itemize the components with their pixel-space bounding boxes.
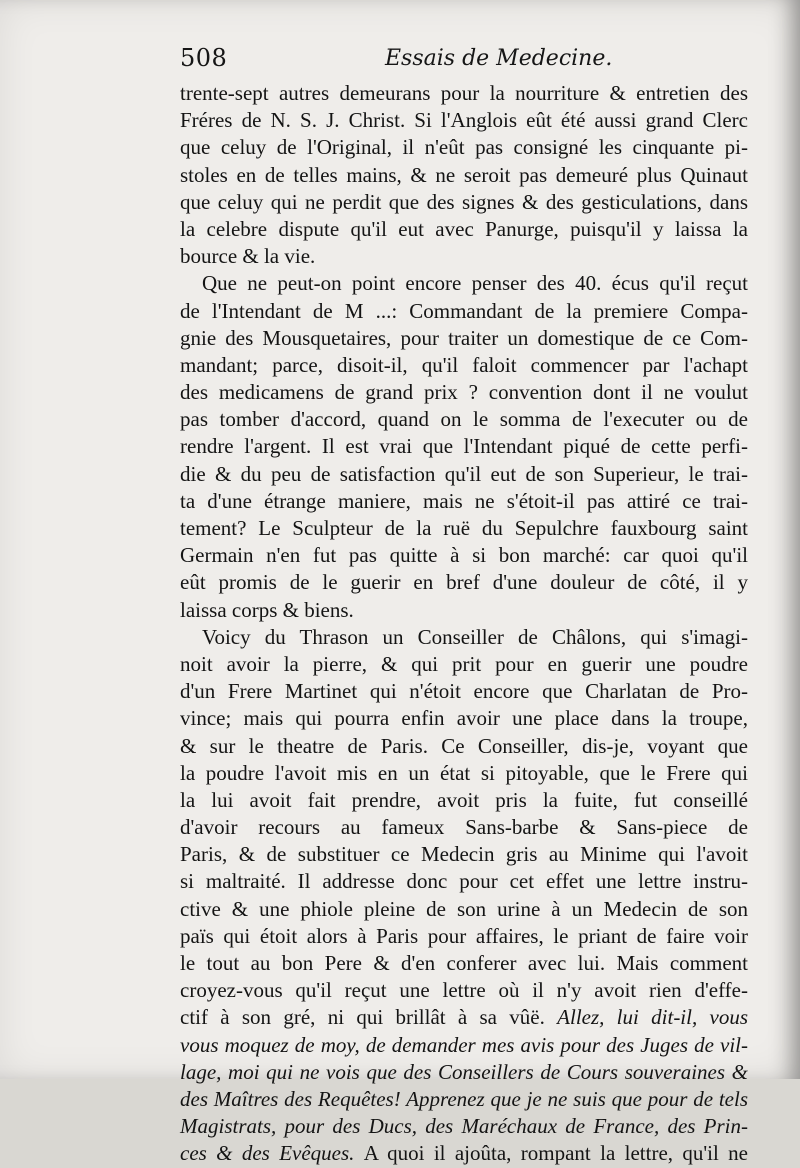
- text-line: Paris, & de substituer ce Medecin gris au Minime qui l'avoit: [180, 842, 748, 867]
- text-line: vince; mais qui pourra enfin avoir une place dans la troupe,: [180, 706, 748, 731]
- text-line: noit avoir la pierre, & qui prit pour en guerir une poudre: [180, 651, 748, 676]
- text-line: tement? Le Sculpteur de la ruë du Sepulchre fauxbourg saint: [180, 516, 748, 540]
- running-title: Essais de Medecine.: [385, 46, 613, 71]
- text-line: bource & la vie.: [180, 244, 316, 269]
- text-line: la lui avoit fait prendre, avoit pris la fuite, fut conseillé: [180, 787, 748, 812]
- text-line: païs qui étoit alors à Paris pour affaires, le priant de faire voir: [180, 923, 748, 948]
- text-line: [180, 1004, 748, 1031]
- text-line: le tout au bon Pere & d'en conferer avec lui. Mais comment: [180, 951, 748, 975]
- italic-run: ces & des Evêques.: [180, 1141, 364, 1166]
- text-line: des medicamens de grand prix ? convention dont il ne voulut: [180, 380, 748, 405]
- roman-run: A quoi il ajoûta, rompant la lettre, qu'il ne: [363, 1141, 748, 1166]
- text-line: rendre l'argent. Il est vrai que l'Intendant piqué de cette perfi-: [180, 434, 748, 459]
- italic-run: Allez, lui dit-il, vous: [557, 1005, 749, 1030]
- text-line: des Maîtres des Requêtes! Apprenez que je ne suis que pour de tels: [180, 1086, 748, 1111]
- text-line: d'avoir recours au fameux Sans-barbe & Sans-piece de: [180, 815, 748, 840]
- text-line: la poudre l'avoit mis en un état si pitoyable, que le Frere qui: [180, 760, 748, 785]
- text-line: lage, moi qui ne vois que des Conseillers de Cours souveraines &: [180, 1059, 748, 1084]
- text-line: gnie des Mousquetaires, pour traiter un domestique de ce Com-: [180, 325, 748, 350]
- text-line: ctive & une phiole pleine de son urine à un Medecin de son: [180, 896, 748, 921]
- text-line: pas tomber d'accord, quand on le somma de l'executer ou de: [180, 407, 748, 432]
- text-line: & sur le theatre de Paris. Ce Conseiller, dis-je, voyant que: [180, 733, 748, 758]
- text-line: Que ne peut-on point encore penser des 40. écus qu'il reçut: [202, 271, 748, 296]
- text-line: Fréres de N. S. J. Christ. Si l'Anglois eût été aussi grand Clerc: [180, 108, 748, 133]
- page-header: [180, 44, 740, 78]
- text-line: die & du peu de satisfaction qu'il eut de son Superieur, le trai-: [180, 461, 748, 486]
- text-line: laissa corps & biens.: [180, 597, 354, 622]
- text-line: eût promis de le guerir en bref d'une douleur de côté, il y: [180, 570, 748, 595]
- text-line: vous moquez de moy, de demander mes avis pour des Juges de vil-: [180, 1032, 748, 1057]
- text-line: trente-sept autres demeurans pour la nourriture & entretien des: [180, 81, 748, 105]
- text-line: Voicy du Thrason un Conseiller de Châlons, qui s'imagi-: [202, 624, 748, 649]
- text-line: ta d'une étrange maniere, mais ne s'étoit-il pas attiré ce trai-: [180, 488, 748, 513]
- text-line: Magistrats, pour des Ducs, des Maréchaux de France, des Prin-: [180, 1114, 748, 1139]
- page-number: 508: [180, 44, 228, 72]
- text-line: stoles en de telles mains, & ne seroit pas demeuré plus Quinaut: [180, 162, 748, 187]
- text-line: [180, 1140, 748, 1167]
- body-text: [180, 80, 748, 1168]
- text-line: la celebre dispute qu'il eut avec Panurge, puisqu'il y laissa la: [180, 216, 748, 241]
- text-line: que celuy de l'Original, il n'eût pas consigné les cinquante pi-: [180, 135, 748, 160]
- text-line: d'un Frere Martinet qui n'étoit encore que Charlatan de Pro-: [180, 679, 748, 704]
- text-line: de l'Intendant de M ...: Commandant de la premiere Compa-: [180, 298, 748, 323]
- text-line: Germain n'en fut pas quitte à si bon marché: car quoi qu'il: [180, 543, 748, 568]
- text-line: croyez-vous qu'il reçut une lettre où il n'y avoit rien d'effe-: [180, 978, 748, 1003]
- roman-run: ctif à son gré, ni qui brillât à sa vûë.: [180, 1005, 558, 1030]
- text-line: si maltraité. Il addresse donc pour cet effet une lettre instru-: [180, 869, 748, 894]
- text-line: que celuy qui ne perdit que des signes & des gesticulations, dans: [180, 189, 748, 214]
- text-line: mandant; parce, disoit-il, qu'il faloit commencer par l'achapt: [180, 352, 748, 377]
